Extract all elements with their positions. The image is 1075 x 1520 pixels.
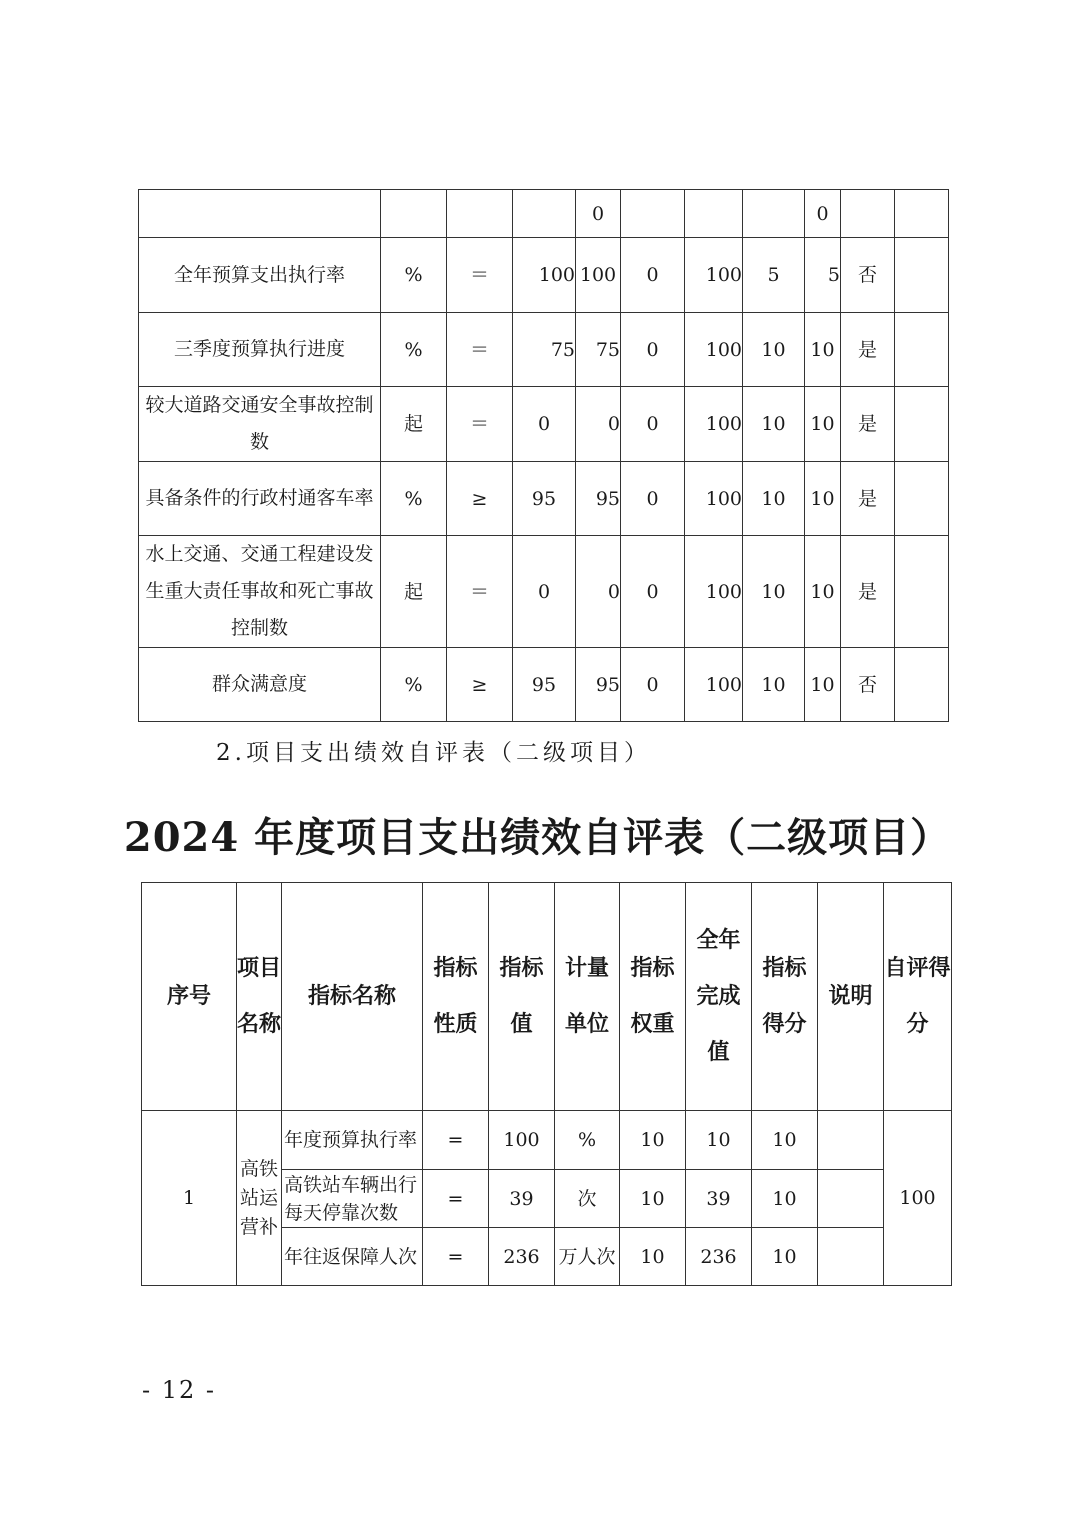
note-cell (895, 462, 949, 536)
target-cell: 100 (513, 238, 576, 313)
note-cell (895, 190, 949, 238)
indicator-name (139, 190, 381, 238)
indicator-name: 年度预算执行率 (282, 1111, 423, 1170)
target-cell: 0 (513, 536, 576, 648)
header-project-name: 项目名称 (237, 883, 282, 1111)
table-row (139, 313, 949, 387)
deviation-cell: 0 (621, 313, 685, 387)
score-cell: 10 (805, 462, 841, 536)
unit-cell: 次 (555, 1170, 620, 1228)
header-weight: 指标权重 (620, 883, 686, 1111)
operator-cell: ＝ (447, 536, 513, 648)
value-cell: 236 (489, 1228, 555, 1286)
rate-cell (685, 190, 743, 238)
header-annual-completion: 全年完成值 (686, 883, 752, 1111)
value-cell: 100 (489, 1111, 555, 1170)
flag-cell: 是 (841, 536, 895, 648)
header-self-score: 自评得分 (884, 883, 952, 1111)
weight-cell: 5 (743, 238, 805, 313)
operator-cell: ＝ (447, 238, 513, 313)
actual-cell: 0 (576, 536, 621, 648)
unit-cell: % (381, 313, 447, 387)
note-cell (895, 313, 949, 387)
weight-cell: 10 (620, 1170, 686, 1228)
score-cell: 10 (752, 1170, 818, 1228)
page-number: - 12 - (142, 1376, 217, 1404)
table-row (139, 190, 949, 238)
unit-cell: % (555, 1111, 620, 1170)
rate-cell: 100 (685, 648, 743, 722)
header-indicator-score: 指标得分 (752, 883, 818, 1111)
table-row (139, 462, 949, 536)
table-row (139, 387, 949, 462)
target-cell: 95 (513, 648, 576, 722)
rate-cell: 100 (685, 313, 743, 387)
actual-cell: 95 (576, 462, 621, 536)
header-unit: 计量单位 (555, 883, 620, 1111)
header-indicator-name: 指标名称 (282, 883, 423, 1111)
note-cell (895, 648, 949, 722)
deviation-cell: 0 (621, 238, 685, 313)
header-note: 说明 (818, 883, 884, 1111)
section-heading: 2.项目支出绩效自评表（二级项目） (216, 740, 651, 766)
target-cell: 75 (513, 313, 576, 387)
rate-cell: 100 (685, 387, 743, 462)
flag-cell: 是 (841, 313, 895, 387)
indicator-name: 具备条件的行政村通客车率 (139, 462, 381, 536)
indicator-name: 群众满意度 (139, 648, 381, 722)
table-row (139, 238, 949, 313)
flag-cell: 是 (841, 387, 895, 462)
indicator-name: 三季度预算执行进度 (139, 313, 381, 387)
rate-cell: 100 (685, 462, 743, 536)
flag-cell: 否 (841, 238, 895, 313)
unit-cell: 起 (381, 536, 447, 648)
project-self-evaluation-table (141, 882, 952, 1286)
note-cell (895, 387, 949, 462)
note-cell (895, 536, 949, 648)
indicator-name: 年往返保障人次 (282, 1228, 423, 1286)
target-cell (513, 190, 576, 238)
operator-cell: ≥ (447, 648, 513, 722)
nature-cell: = (423, 1228, 489, 1286)
header-seq: 序号 (142, 883, 237, 1111)
rate-cell: 100 (685, 238, 743, 313)
target-cell: 0 (513, 387, 576, 462)
note-cell (818, 1111, 884, 1170)
rate-cell: 100 (685, 536, 743, 648)
seq-cell: 1 (142, 1111, 237, 1286)
header-indicator-value: 指标值 (489, 883, 555, 1111)
header-row (142, 883, 952, 1111)
score-cell: 10 (752, 1228, 818, 1286)
value-cell: 39 (489, 1170, 555, 1228)
header-indicator-nature: 指标性质 (423, 883, 489, 1111)
unit-cell: % (381, 648, 447, 722)
weight-cell: 10 (743, 462, 805, 536)
project-name-cell: 高铁站运营补 (237, 1111, 282, 1286)
operator-cell: ≥ (447, 462, 513, 536)
indicator-name: 高铁站车辆出行每天停靠次数 (282, 1170, 423, 1228)
deviation-cell: 0 (621, 462, 685, 536)
indicator-table-continued (138, 189, 949, 722)
self-score-cell: 100 (884, 1111, 952, 1286)
deviation-cell (621, 190, 685, 238)
table-row (139, 648, 949, 722)
unit-cell: 起 (381, 387, 447, 462)
table-row (139, 536, 949, 648)
indicator-name: 较大道路交通安全事故控制数 (139, 387, 381, 462)
note-cell (818, 1170, 884, 1228)
weight-cell: 10 (620, 1228, 686, 1286)
note-cell (818, 1228, 884, 1286)
actual-cell: 75 (576, 313, 621, 387)
score-cell: 10 (805, 313, 841, 387)
score-cell: 0 (805, 190, 841, 238)
actual-cell: 95 (576, 648, 621, 722)
weight-cell (743, 190, 805, 238)
flag-cell: 否 (841, 648, 895, 722)
weight-cell: 10 (743, 536, 805, 648)
score-cell: 5 (805, 238, 841, 313)
actual-cell: 0 (576, 190, 621, 238)
nature-cell: = (423, 1170, 489, 1228)
target-cell: 95 (513, 462, 576, 536)
unit-cell: % (381, 462, 447, 536)
indicator-name: 全年预算支出执行率 (139, 238, 381, 313)
completion-cell: 39 (686, 1170, 752, 1228)
weight-cell: 10 (743, 387, 805, 462)
page-title: 2024 年度项目支出绩效自评表（二级项目） (123, 814, 952, 861)
operator-cell: ＝ (447, 313, 513, 387)
table-row (142, 1111, 952, 1170)
actual-cell: 100 (576, 238, 621, 313)
score-cell: 10 (805, 648, 841, 722)
flag-cell: 是 (841, 462, 895, 536)
unit-cell (381, 190, 447, 238)
score-cell: 10 (805, 536, 841, 648)
score-cell: 10 (752, 1111, 818, 1170)
unit-cell: 万人次 (555, 1228, 620, 1286)
completion-cell: 236 (686, 1228, 752, 1286)
deviation-cell: 0 (621, 648, 685, 722)
score-cell: 10 (805, 387, 841, 462)
weight-cell: 10 (620, 1111, 686, 1170)
actual-cell: 0 (576, 387, 621, 462)
nature-cell: = (423, 1111, 489, 1170)
flag-cell (841, 190, 895, 238)
deviation-cell: 0 (621, 536, 685, 648)
indicator-name: 水上交通、交通工程建设发生重大责任事故和死亡事故控制数 (139, 536, 381, 648)
unit-cell: % (381, 238, 447, 313)
operator-cell (447, 190, 513, 238)
weight-cell: 10 (743, 648, 805, 722)
operator-cell: ＝ (447, 387, 513, 462)
deviation-cell: 0 (621, 387, 685, 462)
completion-cell: 10 (686, 1111, 752, 1170)
weight-cell: 10 (743, 313, 805, 387)
note-cell (895, 238, 949, 313)
